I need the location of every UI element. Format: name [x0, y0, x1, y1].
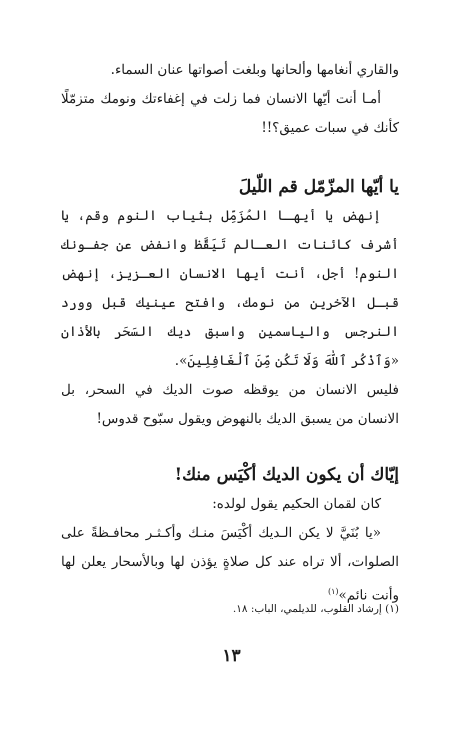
paragraph-6-text: «يا بُنَيَّ لا يكن الـديك أكْيَسَ منـك وأكـثـر محافـظةً على الصلوات، ألا تراه عند كل صلاةٍ يؤذن لها وبالأسحار يعلن لها وأنت نائم» — [61, 525, 399, 604]
section-1 — [61, 172, 399, 434]
text-block-top — [61, 56, 399, 143]
paragraph-4: فليس الانسان من يوقظه صوت الديك في السحر، بل الانسان من يسبق الديك بالنهوض ويقول سبّوح قدوس! — [61, 382, 399, 427]
paragraph-3: إنهض يا أيهـا المُزَمِّل بثياب النوم وقم، يا أشرف كائنات العـالم تَيَقَّظ وانفض عن جفـونك النوم! أجل، أنت أيها الانسان العـزيز، إنهض قبـل الآخرين من نومك، وافتح عينيك قبل وورد النرجس والياسمين واسبق ديك السَحَر بالأذان «وَٱذْكُر ٱللّٰهَ وَلَا تَكُن مِّنَ ٱلْغَافِلِينَ». — [61, 208, 399, 369]
section-2 — [61, 460, 399, 611]
section-heading-1: يا أيّها المزّمّل قم اللّيلَ — [238, 177, 399, 197]
paragraph-6 — [61, 519, 399, 611]
paragraph-2: أمـا أنت أيّها الانسان فما زلت في إغفاءتك ونومك متزمّلًا كأنك في سبات عميق؟!! — [61, 91, 399, 136]
section-heading-2: إيّاك أن يكون الديك أكْيَس منك! — [174, 465, 399, 485]
footnote: (١) إرشاد القلوب، للديلمي، الباب: ١٨. — [232, 603, 399, 615]
footnote-reference: (١) — [328, 587, 339, 596]
paragraph-1: والقاري أنغامها وألحانها وبلغت أصواتها عنان السماء. — [110, 62, 399, 78]
page-number: ١٣ — [222, 646, 241, 666]
paragraph-5: كان لقمان الحكيم يقول لولده: — [212, 496, 381, 512]
